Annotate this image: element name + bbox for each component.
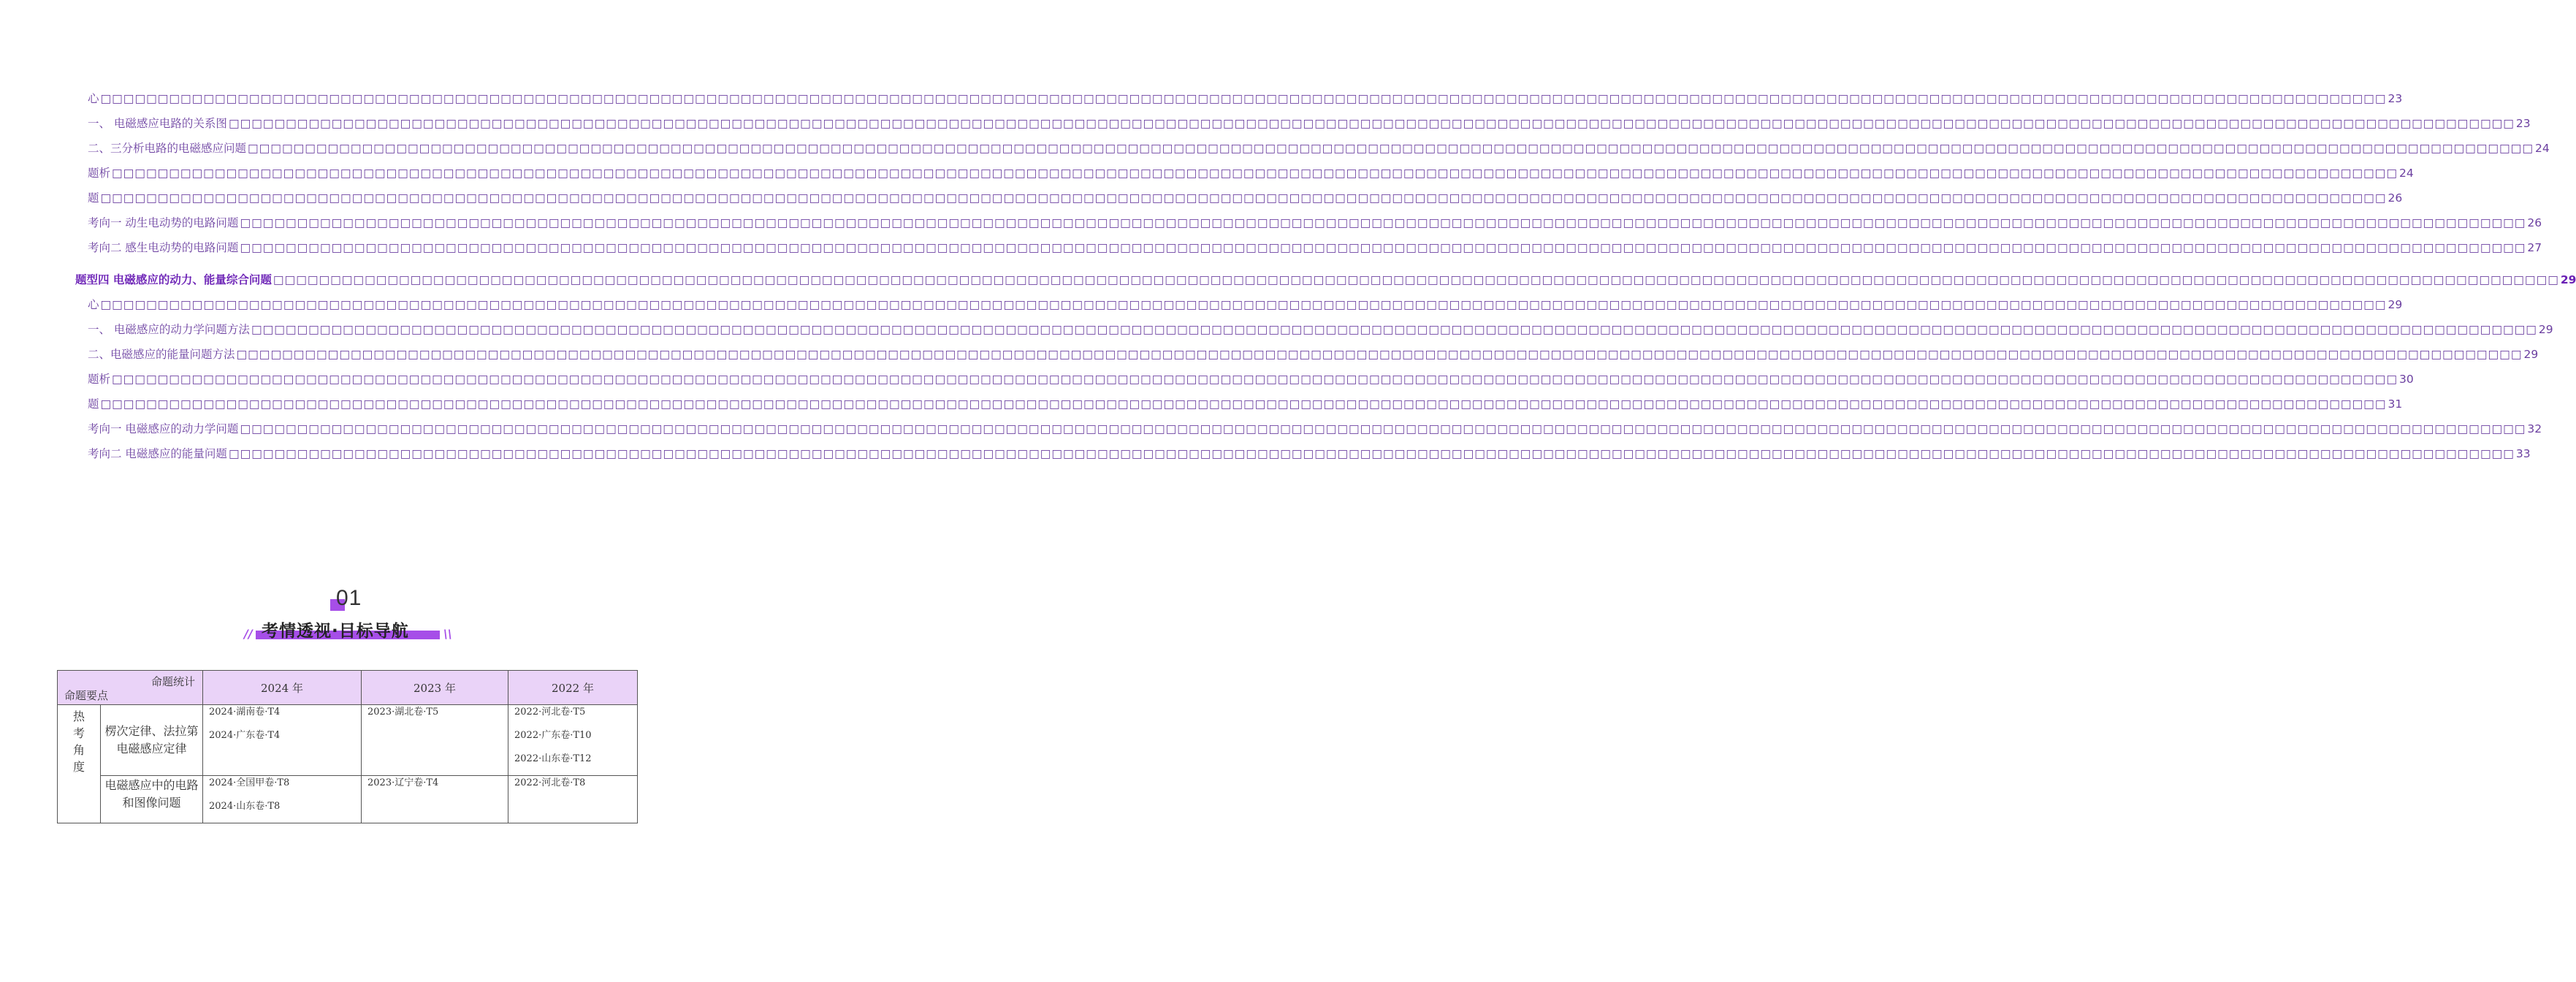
toc-entry[interactable]	[88, 212, 2542, 234]
exam-statistics-table	[57, 670, 638, 823]
group-label-char: 考	[72, 726, 85, 740]
toc-entry[interactable]	[88, 137, 2550, 159]
toc-entry-page: 24	[2534, 142, 2550, 155]
toc-entry[interactable]	[88, 187, 2403, 209]
toc-entry-page: 26	[2527, 216, 2542, 229]
header-year-2024: 2024 年	[203, 671, 362, 705]
toc-entry-label: 题析	[88, 373, 111, 386]
toc-entry[interactable]	[88, 162, 2414, 184]
decor-slash-right: \\	[443, 627, 452, 641]
toc-entry[interactable]	[88, 393, 2403, 415]
toc-entry[interactable]	[88, 88, 2403, 110]
ref-item: 2024·山东卷·T8	[209, 801, 281, 812]
toc-entry-page: 27	[2527, 241, 2542, 254]
toc-entry-label: 考向二 电磁感应的能量问题	[88, 447, 227, 460]
toc-dot-leader: □□□□□□□□□□□□□□□□□□□□□□□□□□□□□□□□□□□□□□□□□□□□□□□□□□□□□□□□□□□□□□□□□□□□□□□□□□□□□□□□□□□□□□□□□□□□□□□□□□□□□□□□□□□□□□□□□□□□□□□□□□□□□□□□□□□□□□□□□□□□□□□□□□□□□□□□□□□□□□□□□□□□□□□□□□□□□□□□□□□□□□□□□□□□□□□□□□□□□□□□	[251, 323, 2537, 336]
ref-item: 2023·辽宁卷·T4	[367, 777, 439, 788]
toc-dot-leader: □□□□□□□□□□□□□□□□□□□□□□□□□□□□□□□□□□□□□□□□□□□□□□□□□□□□□□□□□□□□□□□□□□□□□□□□□□□□□□□□□□□□□□□□□□□□□□□□□□□□□□□□□□□□□□□□□□□□□□□□□□□□□□□□□□□□□□□□□□□□□□□□□□□□□□□□□□□□□□□□□□□□□□□□□□□□□□□□□□□□□□□□□□□□□□□□□□□□□□□□	[100, 191, 2387, 205]
toc-dot-leader: □□□□□□□□□□□□□□□□□□□□□□□□□□□□□□□□□□□□□□□□□□□□□□□□□□□□□□□□□□□□□□□□□□□□□□□□□□□□□□□□□□□□□□□□□□□□□□□□□□□□□□□□□□□□□□□□□□□□□□□□□□□□□□□□□□□□□□□□□□□□□□□□□□□□□□□□□□□□□□□□□□□□□□□□□□□□□□□□□□□□□□□□□□□□□□□□□□□□□□□□	[236, 348, 2523, 361]
toc-entry-label: 题型四 电磁感应的动力、能量综合问题	[75, 273, 272, 286]
ref-item: 2024·全国甲卷·T8	[209, 777, 290, 788]
toc-entry-page: 30	[2398, 373, 2414, 386]
refs-2022	[508, 705, 638, 776]
toc-dot-leader: □□□□□□□□□□□□□□□□□□□□□□□□□□□□□□□□□□□□□□□□□□□□□□□□□□□□□□□□□□□□□□□□□□□□□□□□□□□□□□□□□□□□□□□□□□□□□□□□□□□□□□□□□□□□□□□□□□□□□□□□□□□□□□□□□□□□□□□□□□□□□□□□□□□□□□□□□□□□□□□□□□□□□□□□□□□□□□□□□□□□□□□□□□□□□□□□□□□□□□□□	[240, 422, 2526, 435]
toc-entry-page: 29	[2560, 273, 2576, 286]
refs-2024	[203, 776, 362, 823]
toc-dot-leader: □□□□□□□□□□□□□□□□□□□□□□□□□□□□□□□□□□□□□□□□□□□□□□□□□□□□□□□□□□□□□□□□□□□□□□□□□□□□□□□□□□□□□□□□□□□□□□□□□□□□□□□□□□□□□□□□□□□□□□□□□□□□□□□□□□□□□□□□□□□□□□□□□□□□□□□□□□□□□□□□□□□□□□□□□□□□□□□□□□□□□□□□□□□□□□□□□□□□□□□□	[228, 117, 2515, 130]
toc-dot-leader: □□□□□□□□□□□□□□□□□□□□□□□□□□□□□□□□□□□□□□□□□□□□□□□□□□□□□□□□□□□□□□□□□□□□□□□□□□□□□□□□□□□□□□□□□□□□□□□□□□□□□□□□□□□□□□□□□□□□□□□□□□□□□□□□□□□□□□□□□□□□□□□□□□□□□□□□□□□□□□□□□□□□□□□□□□□□□□□□□□□□□□□□□□□□□□□□□□□□□□□□	[248, 142, 2534, 155]
ref-item: 2022·河北卷·T8	[514, 777, 586, 788]
decor-slash-left: //	[244, 627, 253, 641]
toc-entry-page: 23	[2388, 92, 2403, 105]
ref-item: 2023·湖北卷·T5	[367, 707, 439, 718]
toc-entry-label: 一、 电磁感应的动力学问题方法	[88, 323, 250, 336]
section-title: 考情透视·目标导航	[262, 622, 409, 641]
toc-entry-label: 心	[88, 298, 99, 311]
refs-2022	[508, 776, 638, 823]
toc-dot-leader: □□□□□□□□□□□□□□□□□□□□□□□□□□□□□□□□□□□□□□□□□□□□□□□□□□□□□□□□□□□□□□□□□□□□□□□□□□□□□□□□□□□□□□□□□□□□□□□□□□□□□□□□□□□□□□□□□□□□□□□□□□□□□□□□□□□□□□□□□□□□□□□□□□□□□□□□□□□□□□□□□□□□□□□□□□□□□□□□□□□□□□□□□□□□□□□□□□□□□□□□	[240, 216, 2526, 229]
toc-entry-label: 题析	[88, 167, 111, 180]
toc-entry-label: 考向一 动生电动势的电路问题	[88, 216, 239, 229]
toc-dot-leader: □□□□□□□□□□□□□□□□□□□□□□□□□□□□□□□□□□□□□□□□□□□□□□□□□□□□□□□□□□□□□□□□□□□□□□□□□□□□□□□□□□□□□□□□□□□□□□□□□□□□□□□□□□□□□□□□□□□□□□□□□□□□□□□□□□□□□□□□□□□□□□□□□□□□□□□□□□□□□□□□□□□□□□□□□□□□□□□□□□□□□□□□□□□□□□□□□□□□□□□□	[100, 298, 2387, 311]
toc-dot-leader: □□□□□□□□□□□□□□□□□□□□□□□□□□□□□□□□□□□□□□□□□□□□□□□□□□□□□□□□□□□□□□□□□□□□□□□□□□□□□□□□□□□□□□□□□□□□□□□□□□□□□□□□□□□□□□□□□□□□□□□□□□□□□□□□□□□□□□□□□□□□□□□□□□□□□□□□□□□□□□□□□□□□□□□□□□□□□□□□□□□□□□□□□□□□□□□□□□□□□□□□	[273, 273, 2559, 286]
toc-entry-page: 26	[2388, 191, 2403, 205]
ref-item: 2022·广东卷·T10	[514, 730, 592, 741]
toc-entry-page: 32	[2527, 422, 2542, 435]
toc-entry[interactable]	[88, 319, 2553, 340]
topic-cell: 电磁感应中的电路和图像问题	[101, 776, 203, 823]
ref-item: 2024·湖南卷·T4	[209, 707, 281, 718]
toc-entry-page: 29	[2523, 348, 2539, 361]
toc-entry-page: 29	[2538, 323, 2553, 336]
section-number: 01	[336, 586, 362, 610]
header-year-2022: 2022 年	[508, 671, 638, 705]
table-row	[58, 776, 638, 823]
header-corner-cell	[58, 671, 203, 705]
toc-dot-leader: □□□□□□□□□□□□□□□□□□□□□□□□□□□□□□□□□□□□□□□□□□□□□□□□□□□□□□□□□□□□□□□□□□□□□□□□□□□□□□□□□□□□□□□□□□□□□□□□□□□□□□□□□□□□□□□□□□□□□□□□□□□□□□□□□□□□□□□□□□□□□□□□□□□□□□□□□□□□□□□□□□□□□□□□□□□□□□□□□□□□□□□□□□□□□□□□□□□□□□□□	[100, 397, 2387, 411]
toc-entry-label: 一、 电磁感应电路的关系图	[88, 117, 227, 130]
toc-entry[interactable]	[88, 368, 2414, 390]
toc-dot-leader: □□□□□□□□□□□□□□□□□□□□□□□□□□□□□□□□□□□□□□□□□□□□□□□□□□□□□□□□□□□□□□□□□□□□□□□□□□□□□□□□□□□□□□□□□□□□□□□□□□□□□□□□□□□□□□□□□□□□□□□□□□□□□□□□□□□□□□□□□□□□□□□□□□□□□□□□□□□□□□□□□□□□□□□□□□□□□□□□□□□□□□□□□□□□□□□□□□□□□□□□	[240, 241, 2526, 254]
toc-entry-page: 31	[2388, 397, 2403, 411]
ref-item: 2022·山东卷·T12	[514, 753, 592, 764]
toc-dot-leader: □□□□□□□□□□□□□□□□□□□□□□□□□□□□□□□□□□□□□□□□□□□□□□□□□□□□□□□□□□□□□□□□□□□□□□□□□□□□□□□□□□□□□□□□□□□□□□□□□□□□□□□□□□□□□□□□□□□□□□□□□□□□□□□□□□□□□□□□□□□□□□□□□□□□□□□□□□□□□□□□□□□□□□□□□□□□□□□□□□□□□□□□□□□□□□□□□□□□□□□□	[112, 167, 2398, 180]
group-label-cell	[58, 705, 101, 823]
group-label-char: 度	[72, 760, 85, 774]
toc-entry[interactable]	[88, 418, 2542, 440]
toc-entry[interactable]	[88, 294, 2403, 316]
group-label-char: 角	[72, 743, 85, 757]
toc-entry-label: 题	[88, 397, 99, 411]
toc-entry-page: 23	[2515, 117, 2531, 130]
toc-entry-page: 33	[2515, 447, 2531, 460]
toc-dot-leader: □□□□□□□□□□□□□□□□□□□□□□□□□□□□□□□□□□□□□□□□□□□□□□□□□□□□□□□□□□□□□□□□□□□□□□□□□□□□□□□□□□□□□□□□□□□□□□□□□□□□□□□□□□□□□□□□□□□□□□□□□□□□□□□□□□□□□□□□□□□□□□□□□□□□□□□□□□□□□□□□□□□□□□□□□□□□□□□□□□□□□□□□□□□□□□□□□□□□□□□□	[228, 447, 2515, 460]
table-row	[58, 705, 638, 776]
toc-entry-label: 考向一 电磁感应的动力学问题	[88, 422, 239, 435]
toc-entry-page: 29	[2388, 298, 2403, 311]
toc-entry-label: 二、电磁感应的能量问题方法	[88, 348, 235, 361]
corner-bottom-label: 命题要点	[64, 689, 109, 702]
table-header-row	[58, 671, 638, 705]
refs-2023	[362, 705, 508, 776]
ref-item: 2022·河北卷·T5	[514, 707, 586, 718]
toc-entry[interactable]	[88, 237, 2542, 259]
toc-dot-leader: □□□□□□□□□□□□□□□□□□□□□□□□□□□□□□□□□□□□□□□□□□□□□□□□□□□□□□□□□□□□□□□□□□□□□□□□□□□□□□□□□□□□□□□□□□□□□□□□□□□□□□□□□□□□□□□□□□□□□□□□□□□□□□□□□□□□□□□□□□□□□□□□□□□□□□□□□□□□□□□□□□□□□□□□□□□□□□□□□□□□□□□□□□□□□□□□□□□□□□□□	[100, 92, 2387, 105]
group-label-char: 热	[72, 709, 85, 723]
toc-entry-page: 24	[2398, 167, 2414, 180]
refs-2024	[203, 705, 362, 776]
toc-entry[interactable]	[88, 113, 2531, 134]
corner-top-label: 命题统计	[150, 675, 195, 688]
toc-entry-label: 心	[88, 92, 99, 105]
group-label	[58, 708, 100, 775]
topic-cell: 楞次定律、法拉第电磁感应定律	[101, 705, 203, 776]
toc-entry[interactable]	[88, 443, 2531, 465]
refs-2023	[362, 776, 508, 823]
toc-entry-label: 二、三分析电路的电磁感应问题	[88, 142, 247, 155]
header-year-2023: 2023 年	[362, 671, 508, 705]
toc-entry-label: 考向二 感生电动势的电路问题	[88, 241, 239, 254]
toc-dot-leader: □□□□□□□□□□□□□□□□□□□□□□□□□□□□□□□□□□□□□□□□□□□□□□□□□□□□□□□□□□□□□□□□□□□□□□□□□□□□□□□□□□□□□□□□□□□□□□□□□□□□□□□□□□□□□□□□□□□□□□□□□□□□□□□□□□□□□□□□□□□□□□□□□□□□□□□□□□□□□□□□□□□□□□□□□□□□□□□□□□□□□□□□□□□□□□□□□□□□□□□□	[112, 373, 2398, 386]
toc-entry[interactable]	[88, 343, 2539, 365]
toc-entry[interactable]	[75, 269, 2576, 291]
toc-entry-label: 题	[88, 191, 99, 205]
ref-item: 2024·广东卷·T4	[209, 730, 281, 741]
